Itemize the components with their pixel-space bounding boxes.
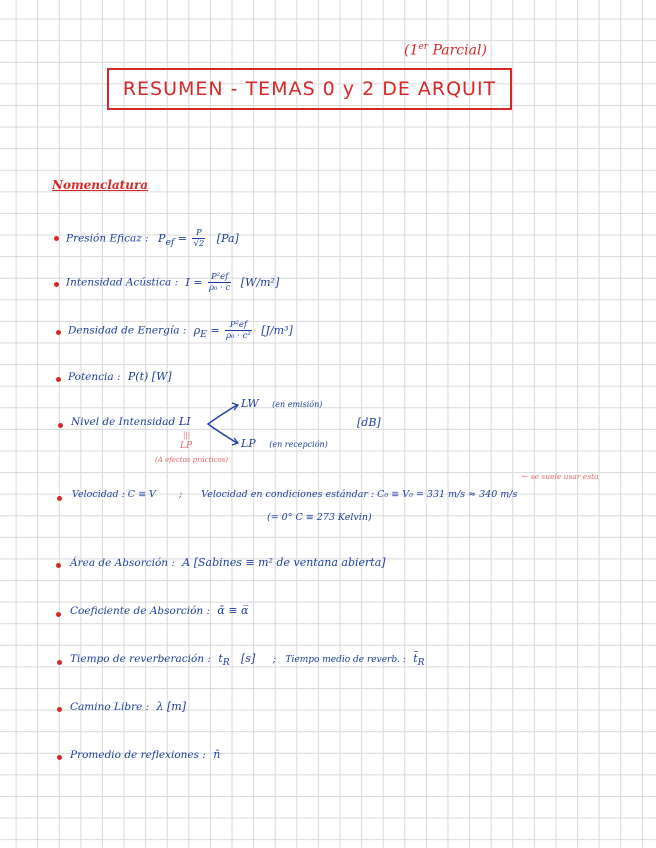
promedio-label: Promedio de reflexiones : [70, 749, 206, 761]
coeficiente-label: Coeficiente de Absorción : [70, 605, 211, 617]
tiempo-medio-sub: R [417, 657, 425, 669]
tiempo-medio-formula [413, 652, 425, 669]
bullet-dot [58, 423, 63, 428]
bullet-dot [56, 330, 61, 335]
densidad-eq: = [206, 323, 224, 337]
parcial-rest: Parcial) [428, 42, 487, 59]
densidad-lhs: ρ [193, 323, 201, 337]
densidad-label: Densidad de Energía : [68, 324, 187, 337]
page-title: RESUMEN - TEMAS 0 y 2 DE ARQUIT [122, 78, 497, 100]
intensidad-formula [185, 272, 280, 293]
presion-label: Presión Eficaz : [66, 232, 149, 245]
intensidad-lhs: I = [185, 275, 203, 289]
velocidad-sep: ; [178, 489, 183, 500]
branch-curve [208, 405, 237, 443]
coeficiente-value: ᾱ ≡ α̅ [217, 604, 249, 617]
title-box [107, 68, 512, 110]
nivel-label: Nivel de Intensidad : [71, 416, 183, 428]
tiempo-value: t [218, 652, 223, 665]
section-title: Nomenclatura [52, 178, 149, 192]
potencia-value: P(t) [W] [127, 370, 172, 383]
area-value: A [Sabines ≡ m² de ventana abierta] [182, 556, 386, 569]
tiempo-formula [218, 652, 230, 669]
densidad-num: P²ef [225, 320, 252, 331]
item-tiempo [70, 652, 425, 668]
item-potencia [68, 370, 172, 383]
camino-value: λ [m] [156, 700, 187, 713]
intensidad-den: ρ₀ · c [209, 283, 231, 293]
presion-den: √2 [193, 239, 205, 249]
nivel-eq-lp: LP [180, 441, 193, 451]
nivel-unit: [dB] [357, 416, 381, 429]
nivel-lw [241, 397, 322, 410]
nivel-lp [241, 437, 328, 450]
lw-label: LW [241, 397, 259, 410]
item-promedio [70, 748, 220, 761]
velocidad-label: Velocidad : C ≡ V [72, 489, 156, 500]
nivel-li: LI [179, 415, 191, 428]
tiempo-medio-value: t̄ [413, 652, 418, 665]
densidad-lhs-sub: E [200, 328, 207, 340]
densidad-fraction [225, 320, 252, 341]
area-label: Área de Absorción : [70, 557, 175, 569]
lw-note: (en emisión) [272, 400, 323, 409]
intensidad-fraction [208, 272, 231, 293]
intensidad-num: P²ef [208, 272, 231, 283]
item-velocidad [72, 489, 517, 500]
tiempo-medio-label: Tiempo medio de reverb. : [285, 655, 406, 665]
bullet-dot [54, 236, 59, 241]
partial-exam-label [404, 42, 487, 59]
presion-formula [158, 228, 239, 249]
tiempo-sep: ; [272, 653, 277, 665]
item-area [70, 556, 386, 569]
presion-num: P [192, 228, 205, 239]
lp-label: LP [241, 437, 256, 450]
promedio-value: n̄ [213, 748, 221, 761]
velocidad-text: Velocidad en condiciones estándar : C₀ ≡ V₀ = 331 m/s ≈ 340 m/s [201, 489, 518, 500]
tiempo-unit: [s] [241, 652, 256, 665]
parcial-superscript: er [418, 42, 429, 52]
presion-lhs: P [158, 231, 166, 245]
velocidad-aside: ← se suele usar esta [522, 472, 599, 481]
item-coeficiente [70, 604, 249, 617]
intensidad-unit: [W/m²] [240, 275, 280, 289]
bullet-dot [57, 755, 62, 760]
presion-eq: = [174, 231, 191, 245]
presion-unit: [Pa] [216, 231, 239, 245]
branch-arrows [205, 402, 241, 448]
potencia-label: Potencia : [68, 371, 121, 383]
presion-lhs-sub: ef [165, 236, 175, 248]
densidad-unit: [J/m³] [261, 323, 293, 337]
bullet-dot [57, 496, 62, 501]
densidad-formula [193, 320, 293, 341]
item-intensidad [66, 272, 279, 293]
intensidad-label: Intensidad Acústica : [66, 276, 179, 289]
densidad-den: ρ₀ · c² [226, 331, 251, 341]
nivel-eq-mark: ||| [183, 431, 191, 439]
tiempo-label: Tiempo de reverberación : [70, 653, 211, 665]
bullet-dot [57, 660, 62, 665]
presion-fraction [192, 228, 205, 249]
bullet-dot [56, 563, 61, 568]
item-camino [70, 700, 186, 713]
tiempo-value-sub: R [222, 657, 230, 669]
lp-note: (en recepción) [269, 440, 328, 449]
item-densidad [68, 320, 293, 341]
item-presion [66, 228, 239, 249]
bullet-dot [54, 282, 59, 287]
bullet-dot [56, 377, 61, 382]
bullet-dot [56, 612, 61, 617]
velocidad-condition: (= 0° C ≡ 273 Kelvin) [267, 512, 372, 523]
camino-label: Camino Libre : [70, 701, 150, 713]
nivel-eq-note: (A efectos prácticos) [155, 456, 229, 464]
parcial-open: (1 [404, 42, 419, 59]
bullet-dot [57, 707, 62, 712]
